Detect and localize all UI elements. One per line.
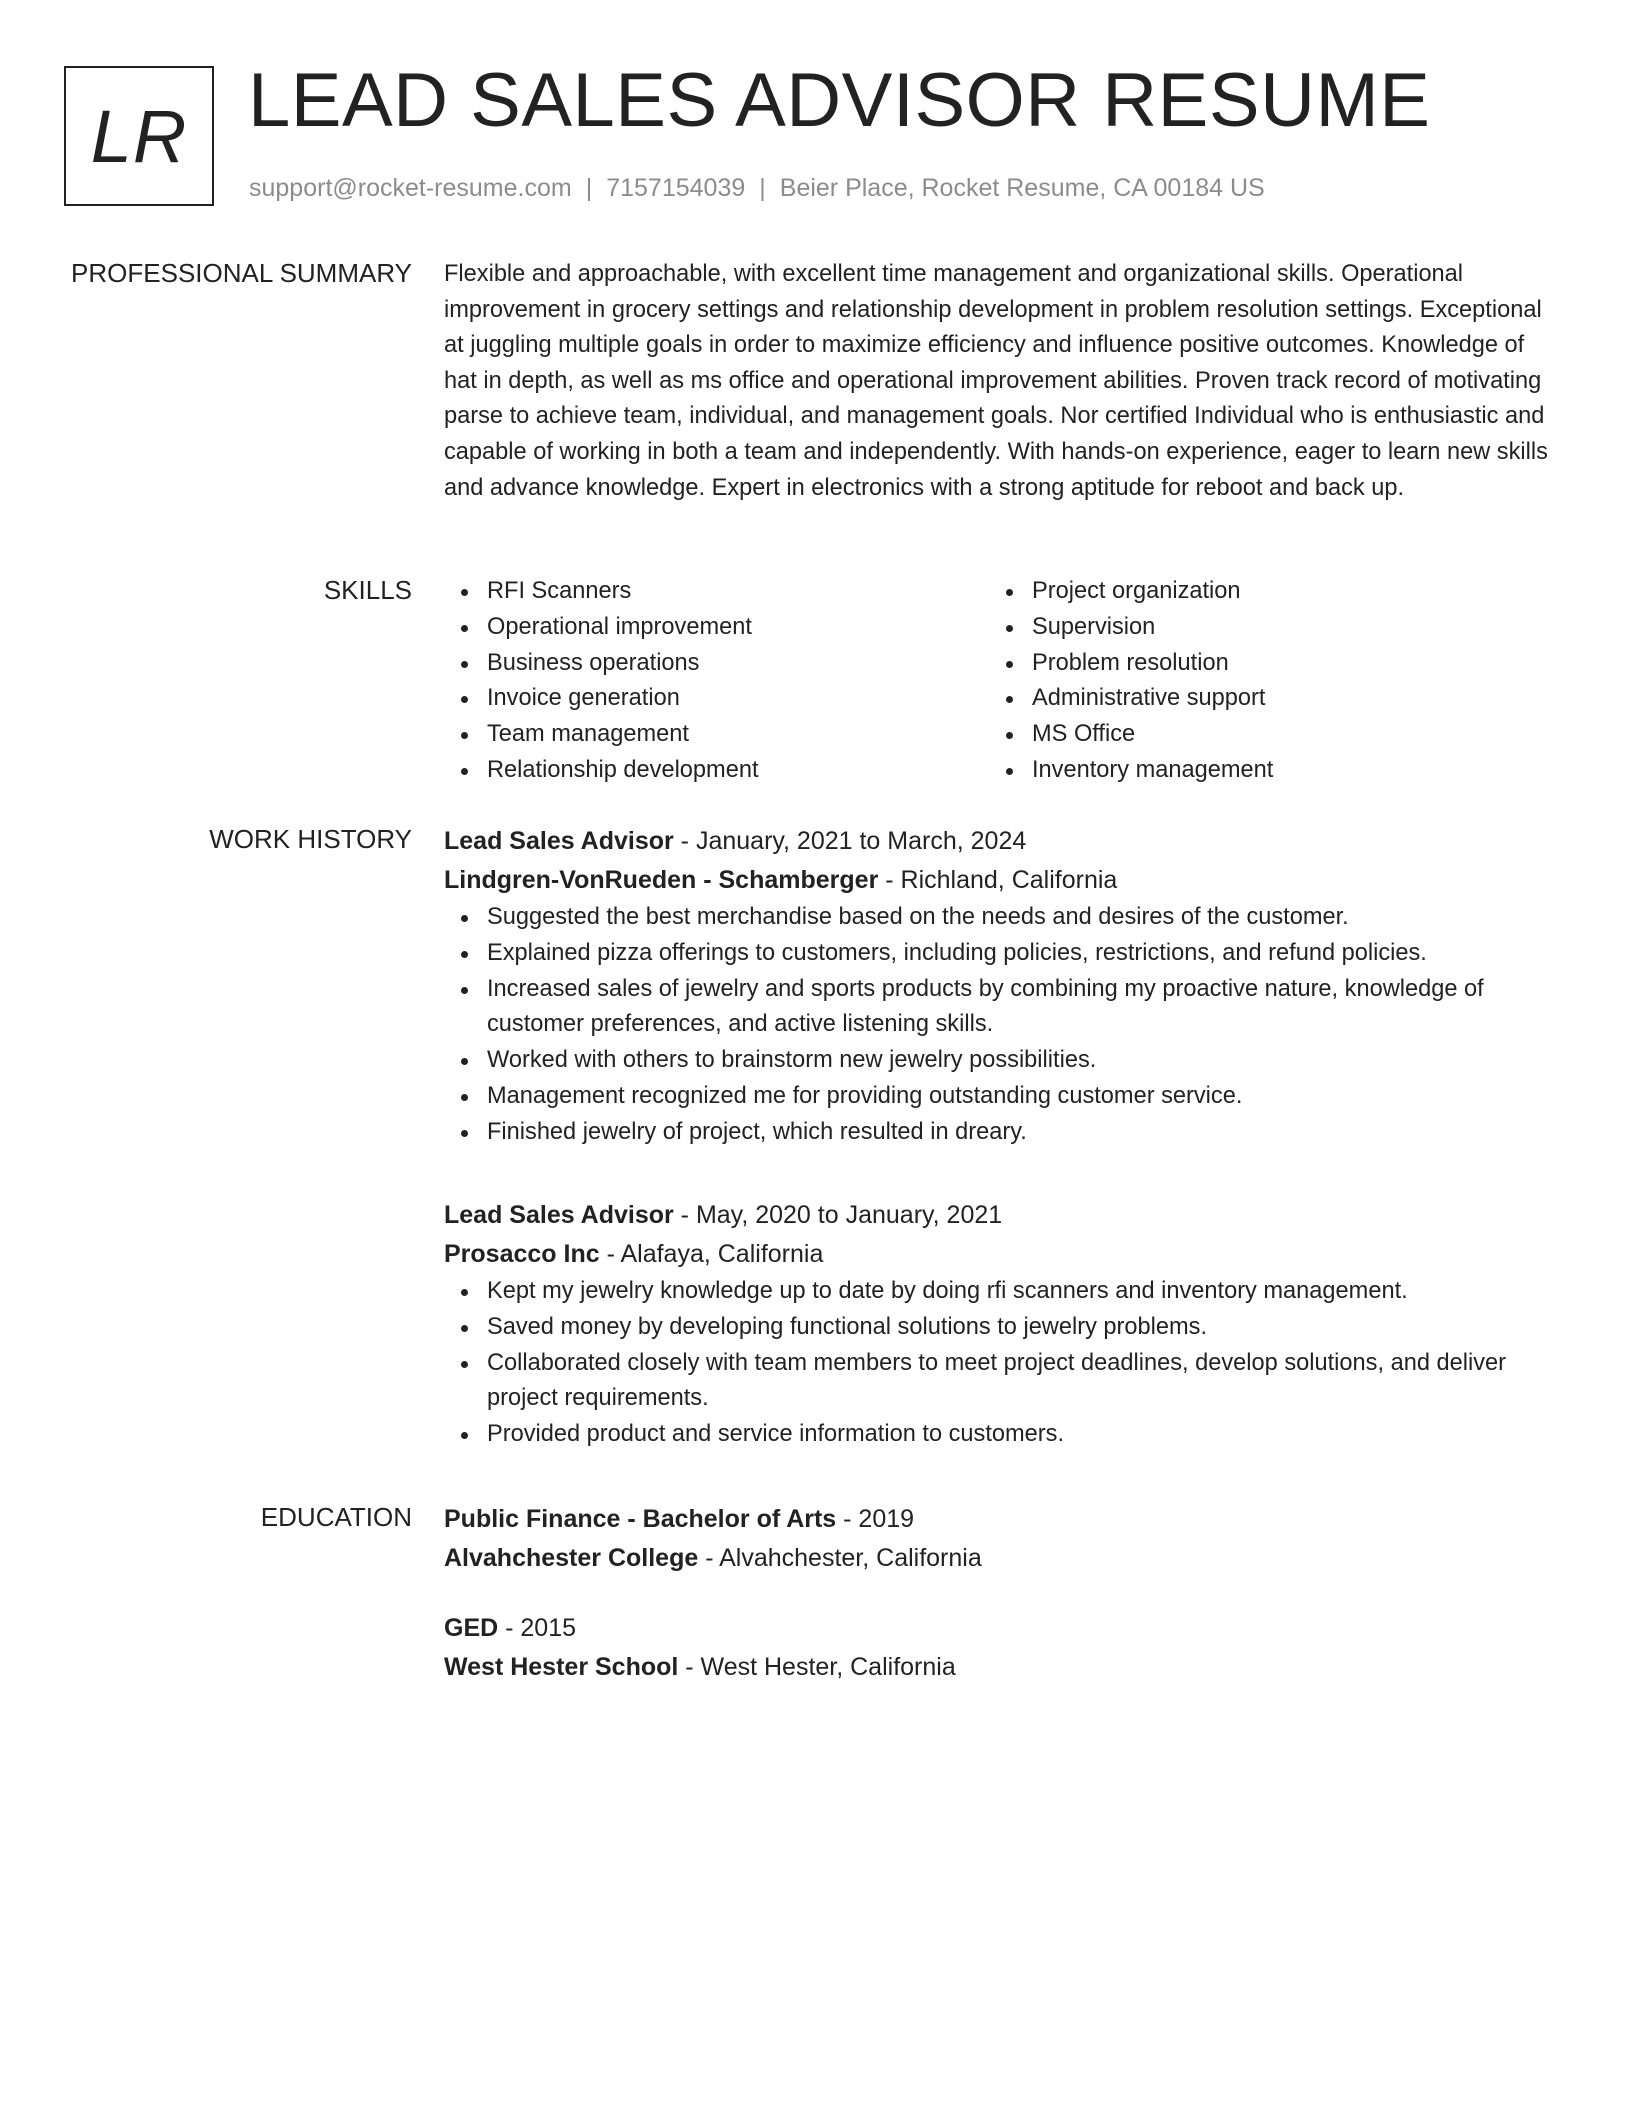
job-title-line xyxy=(444,822,1560,861)
skill-item: MS Office xyxy=(989,717,1534,753)
job-bullet: Provided product and service information to customers. xyxy=(444,1417,1560,1453)
skill-item: RFI Scanners xyxy=(444,574,989,610)
skills-section xyxy=(444,574,1560,789)
skill-item: Relationship development xyxy=(444,753,989,789)
contact-phone: 7157154039 xyxy=(606,174,746,202)
job-bullet: Worked with others to brainstorm new jewelry possibilities. xyxy=(444,1043,1560,1079)
job-company: Lindgren-VonRueden - Schamberger xyxy=(444,866,879,894)
skill-item: Administrative support xyxy=(989,681,1534,717)
skill-item: Operational improvement xyxy=(444,610,989,646)
degree-line xyxy=(444,1609,1560,1648)
skill-item: Team management xyxy=(444,717,989,753)
skill-item: Project organization xyxy=(989,574,1534,610)
contact-separator: | xyxy=(759,174,766,202)
job-bullets xyxy=(444,1274,1560,1453)
job-location: - Richland, California xyxy=(878,866,1118,894)
contact-address: Beier Place, Rocket Resume, CA 00184 US xyxy=(779,174,1265,202)
job-bullet: Finished jewelry of project, which resulted in dreary. xyxy=(444,1115,1560,1151)
skill-item: Inventory management xyxy=(989,753,1534,789)
work-heading: WORK HISTORY xyxy=(209,824,412,854)
job-location: - Alafaya, California xyxy=(599,1240,824,1268)
contact-separator: | xyxy=(585,174,593,202)
skill-item: Supervision xyxy=(989,610,1534,646)
degree: GED xyxy=(444,1614,499,1642)
degree-line xyxy=(444,1500,1560,1539)
job-bullet: Management recognized me for providing outstanding customer service. xyxy=(444,1079,1560,1115)
education-heading: EDUCATION xyxy=(260,1502,412,1532)
degree: Public Finance - Bachelor of Arts xyxy=(444,1505,837,1533)
job-bullet: Collaborated closely with team members to meet project deadlines, develop solutions, and deliver project requirements. xyxy=(444,1346,1560,1418)
education-entry xyxy=(444,1500,1560,1578)
degree-year: - 2015 xyxy=(498,1614,577,1642)
school: West Hester School xyxy=(444,1653,679,1681)
job-company-line xyxy=(444,861,1560,900)
job-bullet: Saved money by developing functional solutions to jewelry problems. xyxy=(444,1310,1560,1346)
job-bullets xyxy=(444,900,1560,1151)
job-dates: - January, 2021 to March, 2024 xyxy=(673,827,1027,855)
job-company-line xyxy=(444,1235,1560,1274)
skills-list-left xyxy=(444,574,989,789)
job-bullet: Suggested the best merchandise based on the needs and desires of the customer. xyxy=(444,900,1560,936)
school-line xyxy=(444,1539,1560,1578)
job-entry xyxy=(444,822,1560,1151)
school-location: - West Hester, California xyxy=(678,1653,956,1681)
education-entry xyxy=(444,1609,1560,1687)
skill-item: Invoice generation xyxy=(444,681,989,717)
contact-line xyxy=(249,174,1265,203)
skills-list-right xyxy=(989,574,1534,789)
resume-title: LEAD SALES ADVISOR RESUME xyxy=(248,58,1431,143)
job-title-line xyxy=(444,1196,1560,1235)
school-location: - Alvahchester, California xyxy=(698,1544,982,1572)
job-bullet: Increased sales of jewelry and sports products by combining my proactive nature, knowledge of customer preferences, and active listening skills. xyxy=(444,972,1560,1044)
skill-item: Problem resolution xyxy=(989,646,1534,682)
job-bullet: Explained pizza offerings to customers, including policies, restrictions, and refund policies. xyxy=(444,936,1560,972)
job-title: Lead Sales Advisor xyxy=(444,827,674,855)
skill-item: Business operations xyxy=(444,646,989,682)
job-title: Lead Sales Advisor xyxy=(444,1201,674,1229)
summary-heading: PROFESSIONAL SUMMARY xyxy=(71,258,412,288)
job-company: Prosacco Inc xyxy=(444,1240,600,1268)
school-line xyxy=(444,1648,1560,1687)
monogram-logo: LR xyxy=(64,66,214,206)
job-dates: - May, 2020 to January, 2021 xyxy=(673,1201,1003,1229)
job-bullet: Kept my jewelry knowledge up to date by doing rfi scanners and inventory management. xyxy=(444,1274,1560,1310)
skills-heading: SKILLS xyxy=(323,575,412,605)
school: Alvahchester College xyxy=(444,1544,699,1572)
summary-text: Flexible and approachable, with excellent time management and organizational skills. Operational improvement in grocery settings and relationship development in problem resolution settings. Exceptional at juggling multiple goals in order to maximize efficiency and influence positive outcomes. Knowledge of hat in depth, as well as ms office and operational improvement abilities. Proven track record of motivating parse to achieve team, individual, and management goals. Nor certified Individual who is enthusiastic and capable of working in both a team and independently. With hands-on experience, eager to learn new skills and advance knowledge. Expert in electronics with a strong aptitude for reboot and back up. xyxy=(444,261,1548,501)
summary-section xyxy=(444,257,1560,506)
job-entry xyxy=(444,1196,1560,1453)
degree-year: - 2019 xyxy=(836,1505,915,1533)
contact-email: support@rocket-resume.com xyxy=(249,174,572,202)
